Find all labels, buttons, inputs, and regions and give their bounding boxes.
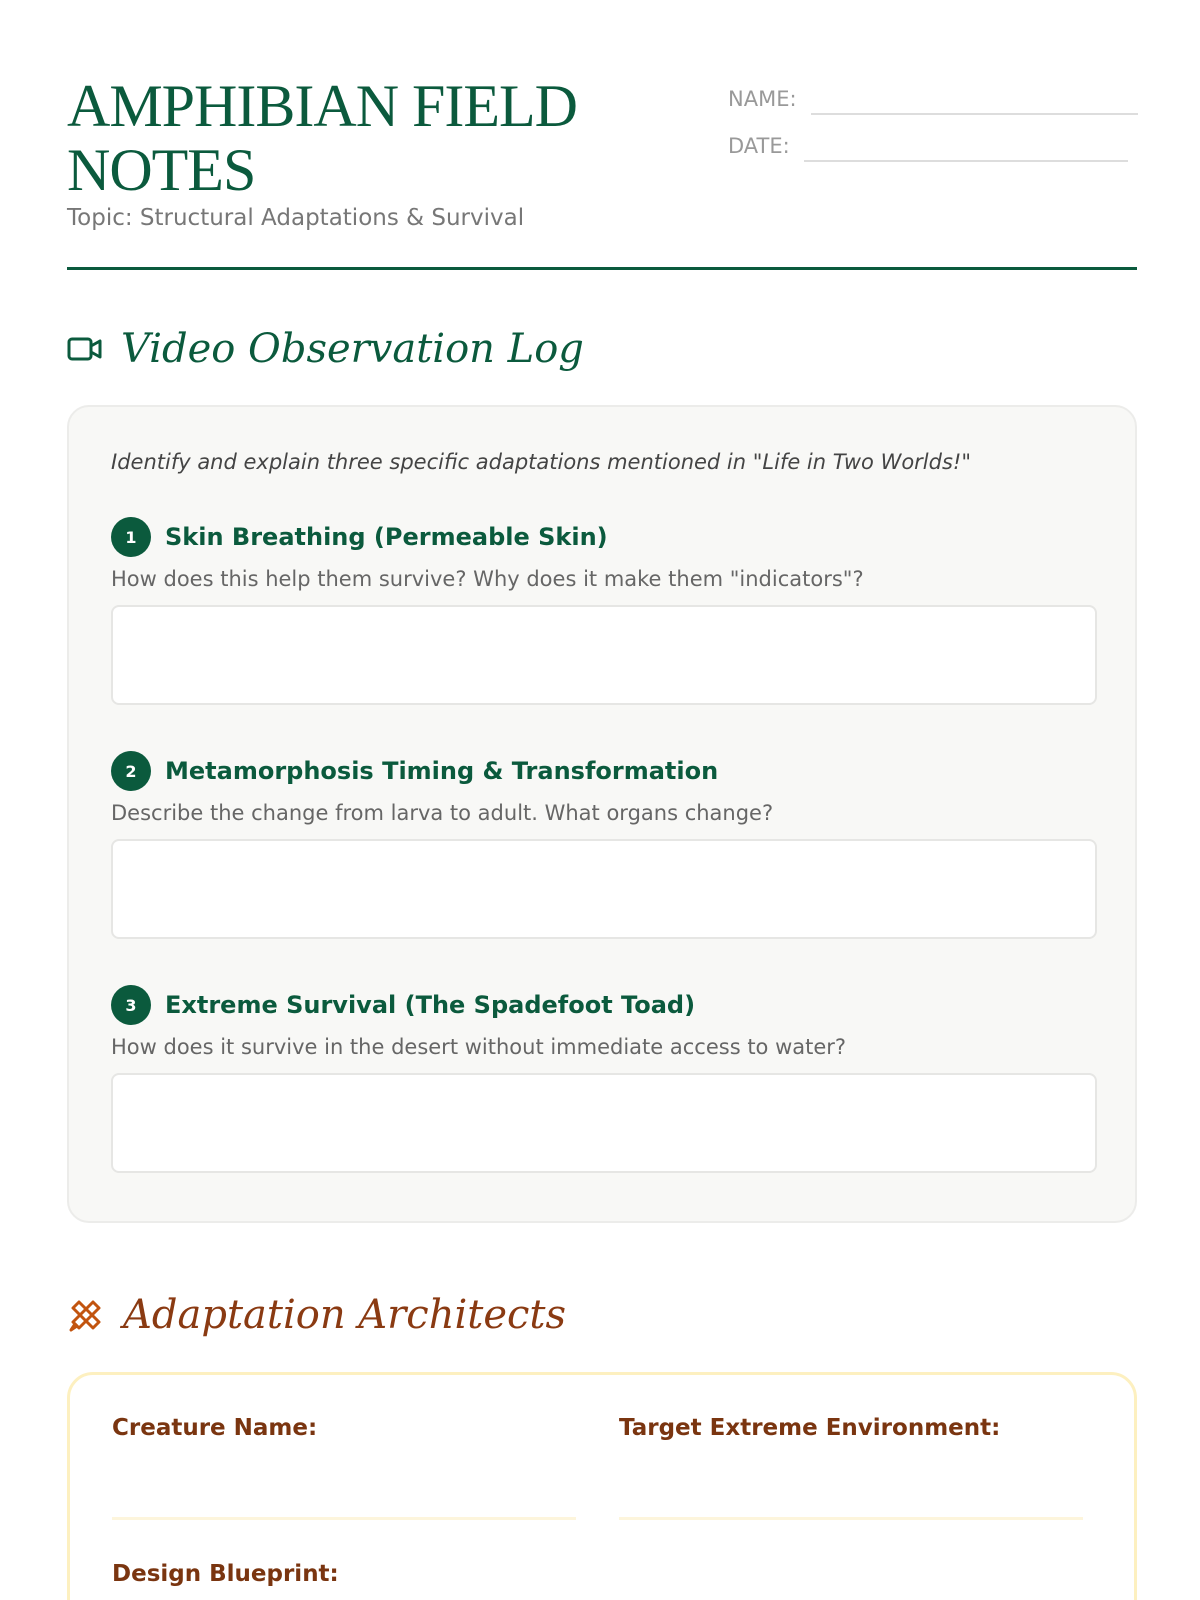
architects-card: [67, 1372, 1137, 1600]
architects-heading: [67, 1292, 566, 1338]
environment-label: Target Extreme Environment:: [619, 1415, 1001, 1441]
page-title: AMPHIBIAN FIELD NOTES: [67, 73, 577, 203]
question-2: [111, 751, 1097, 939]
answer-box[interactable]: [111, 839, 1097, 939]
header: [67, 0, 1137, 270]
pencil-ruler-icon: [67, 1296, 105, 1334]
video-camera-icon: [67, 337, 103, 361]
video-log-title: Video Observation Log: [121, 326, 584, 372]
worksheet-page: [67, 0, 1137, 1587]
answer-box[interactable]: [111, 1073, 1097, 1173]
architects-title: Adaptation Architects: [123, 1292, 567, 1338]
question-number: 3: [111, 985, 151, 1025]
name-row: [728, 68, 1138, 115]
question-1: [111, 517, 1097, 705]
header-divider: [67, 267, 1137, 270]
creature-name-label: Creature Name:: [112, 1415, 318, 1441]
video-log-heading: [67, 326, 584, 372]
question-title: Skin Breathing (Permeable Skin): [165, 523, 608, 551]
video-log-card: [67, 405, 1137, 1223]
video-log-intro: Identify and explain three specific adaptations mentioned in "Life in Two Worlds!": [111, 450, 971, 474]
date-field[interactable]: [804, 134, 1128, 162]
question-prompt: Describe the change from larva to adult. What organs change?: [111, 801, 774, 825]
creature-name-field[interactable]: [112, 1517, 576, 1520]
question-prompt: How does it survive in the desert without immediate access to water?: [111, 1035, 847, 1059]
question-number: 2: [111, 751, 151, 791]
question-3: [111, 985, 1097, 1173]
environment-field[interactable]: [619, 1517, 1083, 1520]
name-label: NAME:: [728, 87, 797, 111]
answer-box[interactable]: [111, 605, 1097, 705]
student-info: [728, 68, 1138, 162]
question-title: Extreme Survival (The Spadefoot Toad): [165, 991, 696, 1019]
question-title: Metamorphosis Timing & Transformation: [165, 757, 719, 785]
name-field[interactable]: [811, 87, 1138, 115]
question-prompt: How does this help them survive? Why does it make them "indicators"?: [111, 567, 864, 591]
date-label: DATE:: [728, 134, 790, 158]
topic-subtitle: Topic: Structural Adaptations & Survival: [67, 205, 525, 231]
question-number: 1: [111, 517, 151, 557]
design-blueprint-label: Design Blueprint:: [112, 1561, 339, 1587]
date-row: [728, 115, 1128, 162]
